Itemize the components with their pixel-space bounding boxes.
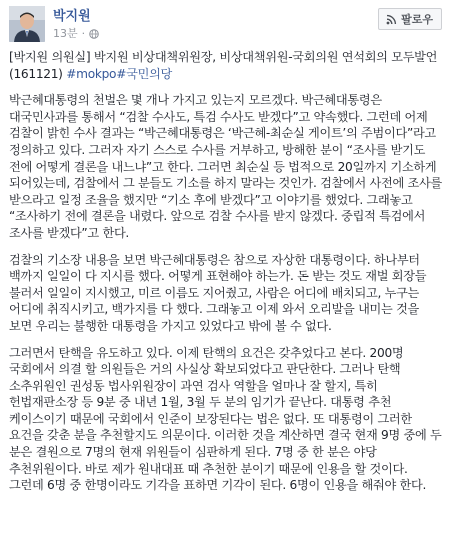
- paragraph-3: 그러면서 탄핵을 유도하고 있다. 이제 탄핵의 요건은 갖추었다고 본다. 200명 국회에서 의결 할 의원들은 거의 사실상 확보되었다고 판단한다. 그러나 탄핵 소추위원인 권성동 법사위원장이 과연 검사 역할을 얼마나 잘 할지, 특히 헌법재판소장 등 9분 중 내년 1월, 3월 두 분의 임기가 끝난다. 대통령 추천 케이스이기 때문에 국회에서 인준이 보장된다는 법은 없다. 또 대통령이 그러한 요건을 갖춘 분을 추천할지도 의문이다. 이러한 것을 계산하면 결국 현재 9명 중에 두 분은 결원으로 7명의 현재 위원들이 심판하게 된다. 7명 중 한 분은 야당 추천위원이다. 바로 제가 원내대표 때 추천한 분이기 때문에 인용을 할 것이다. 그런데 6명 중 한명이라도 기각을 표하면 기각이 된다. 6명이 인용을 해줘야 한다.: [9, 345, 442, 493]
- post-title-text: [박지원 의원실] 박지원 비상대책위원장, 비상대책위원-국회의원 연석회의 모두발언 (161121): [9, 50, 438, 81]
- hashtag-party[interactable]: #국민의당: [116, 66, 173, 81]
- post-header: [0, 0, 452, 44]
- globe-icon: [89, 29, 99, 39]
- hashtag-mokpo[interactable]: #mokpo: [66, 66, 117, 81]
- post-time[interactable]: 13분: [53, 27, 78, 40]
- paragraph-1: 박근혜대통령의 천벌은 몇 개나 가지고 있는지 모르겠다. 박근혜대통령은 대국민사과를 통해서 “검찰 수사도, 특검 수사도 받겠다”고 약속했다. 그런데 어제 검찰이 밝힌 수사 결과는 “박근혜대통령은 ‘박근혜-최순실 게이트’의 주범이다”라고 정의하고 있다. 그러자 자기 스스로 수사를 거부하고, 방해한 분이 “조사를 받기도 전에 어떻게 결론을 내느냐”고 한다. 그러면 최순실 등 법적으로 20일까지 기소하게 되어있는데, 검찰에서 그 분들도 기소를 하지 말라는 것인가. 검찰에서 사전에 조사를 받으라고 일정 조율을 했지만 “기소 후에 받겠다”고 이야기를 했었다. 그래놓고 “조사하기 전에 결론을 내렸다. 앞으로 검찰 수사를 받지 않겠다. 중립적 특검에서 조사를 받겠다”고 한다.: [9, 93, 442, 240]
- avatar[interactable]: [9, 6, 45, 42]
- author-name[interactable]: 박지원: [53, 9, 91, 24]
- post-meta: 13분 ·: [53, 27, 99, 40]
- rss-icon: [386, 14, 397, 25]
- post-body: [9, 49, 445, 504]
- post-title: [9, 49, 445, 82]
- follow-button[interactable]: [378, 8, 442, 30]
- follow-label: 팔로우: [401, 13, 433, 26]
- paragraph-2: 검찰의 기소장 내용을 보면 박근혜대통령은 참으로 자상한 대통령이다. 하나부터 백까지 일일이 다 지시를 했다. 어떻게 표현해야 하는가. 돈 받는 것도 재벌 회장들 불러서 일일이 지시했고, 미르 이름도 지어줬고, 사람은 어디에 배치되고, 누구는 어디에 취직시키고, 백가지를 다 했다. 그래놓고 이제 와서 오리발을 내미는 것을 보면 우리는 불행한 대통령을 가지고 있었다고 밖에 볼 수 없다.: [9, 252, 427, 333]
